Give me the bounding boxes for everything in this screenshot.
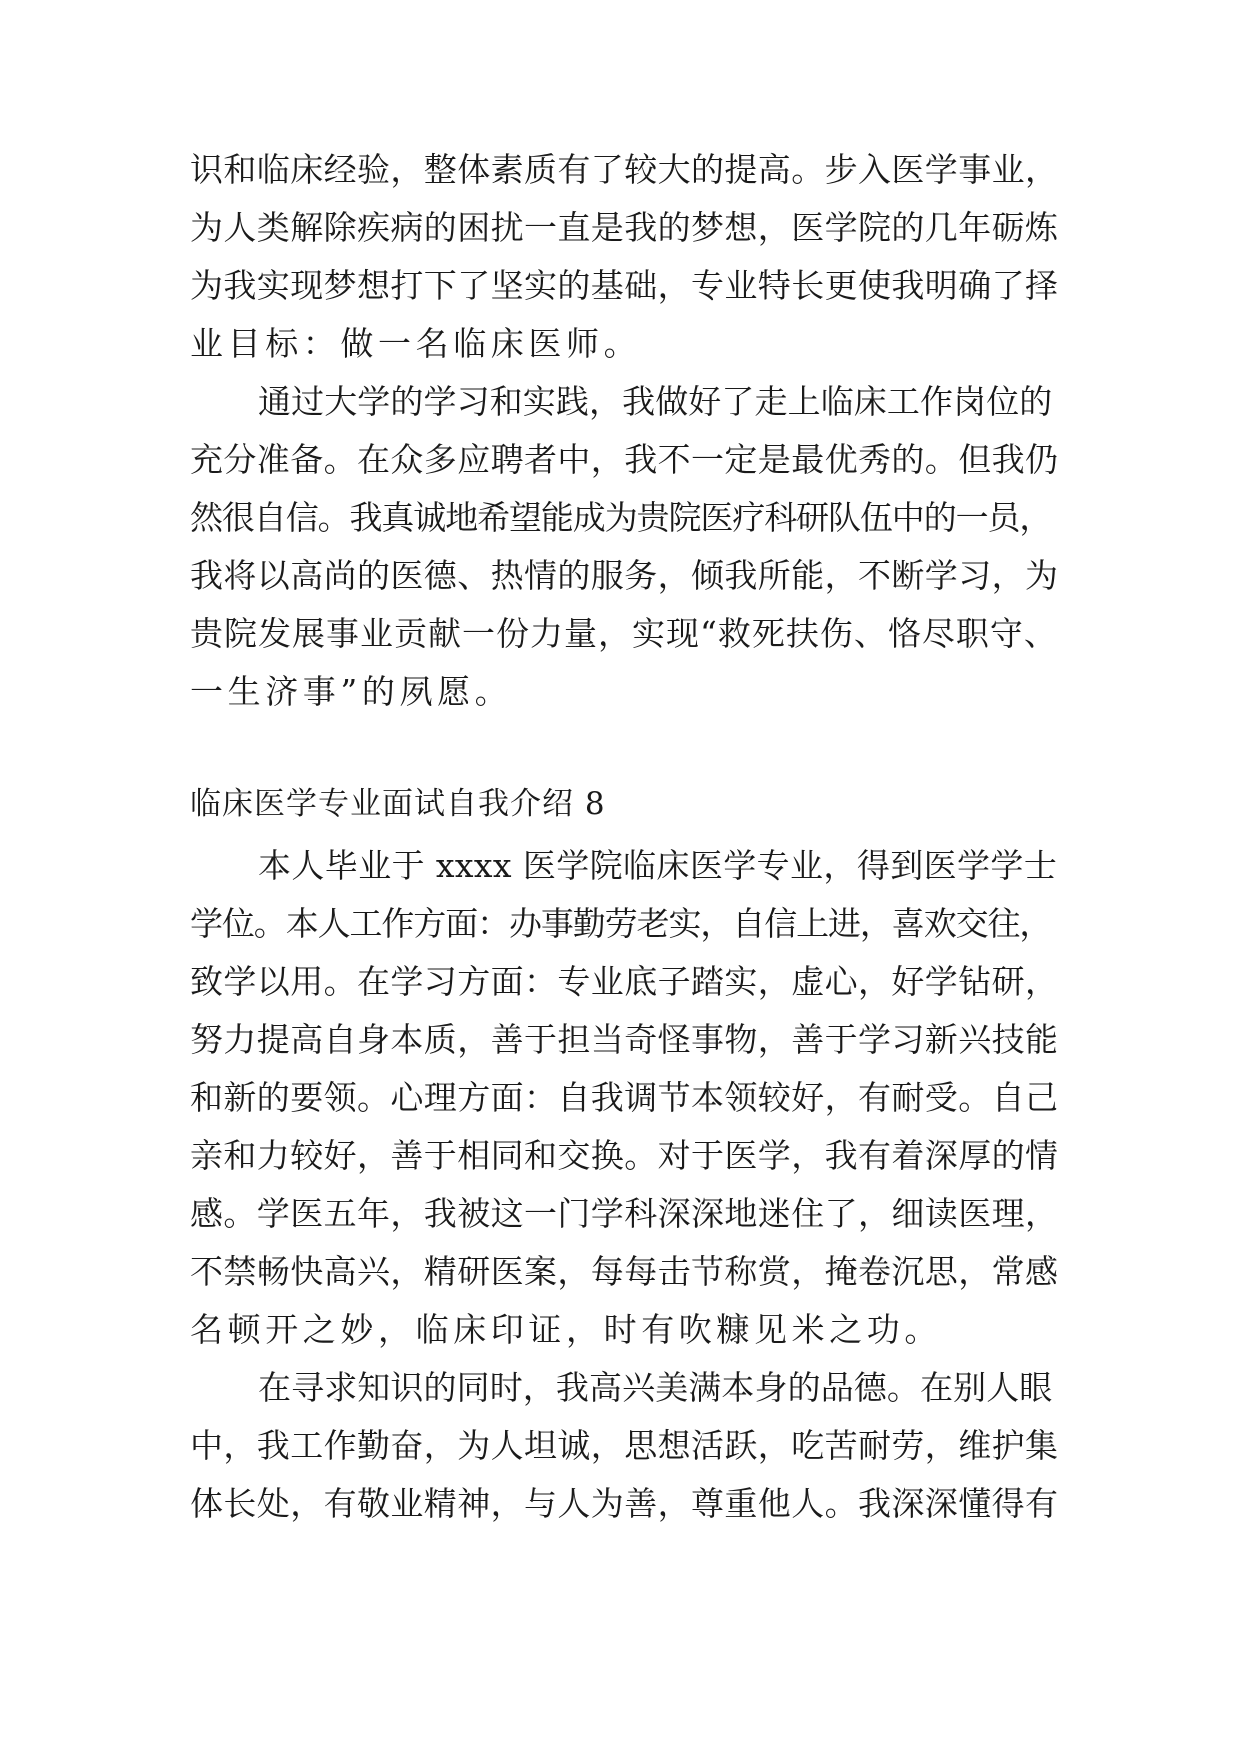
paragraph-line: 业目标：做一名临床医师。 xyxy=(190,324,642,363)
paragraph-line: 致学以用。在学习方面：专业底子踏实，虚心，好学钻研， xyxy=(190,962,1059,1001)
paragraph-line: 在寻求知识的同时，我高兴美满本身的品德。在别人眼 xyxy=(258,1368,1053,1407)
paragraph-line: 和新的要领。心理方面：自我调节本领较好，有耐受。自己 xyxy=(190,1078,1059,1117)
paragraph-line: 我将以高尚的医德、热情的服务，倾我所能，不断学习，为 xyxy=(190,556,1059,595)
section-heading: 临床医学专业面试自我介绍 8 xyxy=(190,786,606,822)
paragraph-line: 通过大学的学习和实践，我做好了走上临床工作岗位的 xyxy=(258,382,1053,421)
paragraph-line: 感。学医五年，我被这一门学科深深地迷住了，细读医理， xyxy=(190,1194,1059,1233)
paragraph-line: 努力提高自身本质，善于担当奇怪事物，善于学习新兴技能 xyxy=(190,1020,1059,1059)
paragraph-line: 为人类解除疾病的困扰一直是我的梦想，医学院的几年砺炼 xyxy=(190,208,1059,247)
paragraph-line: 为我实现梦想打下了坚实的基础，专业特长更使我明确了择 xyxy=(190,266,1059,305)
paragraph-line: 名顿开之妙，临床印证，时有吹糠见米之功。 xyxy=(190,1310,942,1349)
paragraph-line: 体长处，有敬业精神，与人为善，尊重他人。我深深懂得有 xyxy=(190,1484,1059,1523)
paragraph-line: 贵院发展事业贡献一份力量，实现“救死扶伤、恪尽职守、 xyxy=(190,614,1058,653)
paragraph-line: 中，我工作勤奋，为人坦诚，思想活跃，吃苦耐劳，维护集 xyxy=(190,1426,1059,1465)
paragraph-line: 然很自信。我真诚地希望能成为贵院医疗科研队伍中的一员， xyxy=(190,498,1052,537)
paragraph-line: 本人毕业于 xxxx 医学院临床医学专业，得到医学学士 xyxy=(258,846,1058,885)
paragraph-line: 学位。本人工作方面：办事勤劳老实，自信上进，喜欢交往， xyxy=(190,904,1052,943)
paragraph-line: 亲和力较好，善于相同和交换。对于医学，我有着深厚的情 xyxy=(190,1136,1059,1175)
paragraph-line: 不禁畅快高兴，精研医案，每每击节称赏，掩卷沉思，常感 xyxy=(190,1252,1059,1291)
paragraph-line: 一生济事”的夙愿。 xyxy=(190,672,513,711)
paragraph-line: 识和临床经验，整体素质有了较大的提高。步入医学事业， xyxy=(190,150,1059,189)
paragraph-line: 充分准备。在众多应聘者中，我不一定是最优秀的。但我仍 xyxy=(190,440,1059,479)
